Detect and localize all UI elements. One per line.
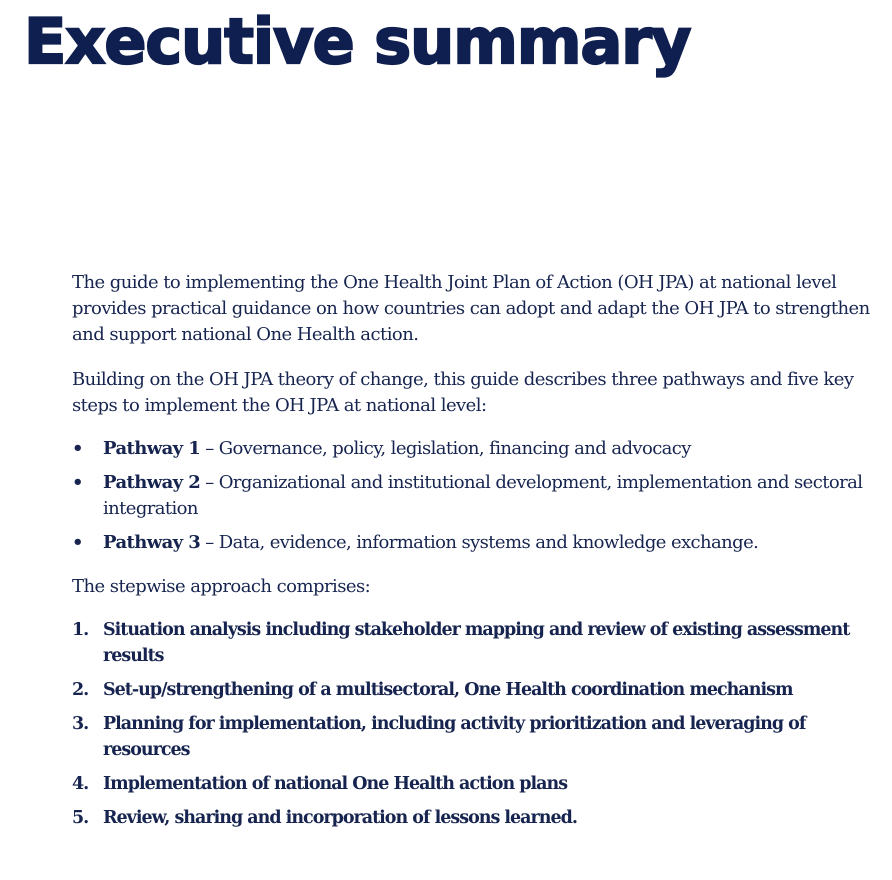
bullet-icon: • [72, 472, 83, 493]
list-item [72, 805, 872, 831]
steps-intro-paragraph: The stepwise approach comprises: [72, 576, 371, 597]
pathway-label: Pathway 1 [103, 438, 201, 459]
summary-body [72, 270, 872, 839]
pathway-label: Pathway 2 [103, 472, 201, 493]
list-item [72, 470, 872, 522]
step-text: Set-up/strengthening of a multisectoral, One Health coordination mechanism [103, 680, 793, 700]
pathway-text: – Organizational and institutional development, implementation and sectoral integration [103, 472, 863, 519]
step-text: Implementation of national One Health action plans [103, 774, 568, 794]
step-number: 2. [72, 680, 89, 700]
step-text: Planning for implementation, including activity prioritization and leveraging of resources [103, 714, 806, 760]
list-item [72, 771, 872, 797]
intro-paragraph: The guide to implementing the One Health Joint Plan of Action (OH JPA) at national level provides practical guidance on how countries can adopt and adapt the OH JPA to strengthen and support national One Health action. [72, 272, 870, 345]
list-item [72, 617, 872, 669]
step-text: Situation analysis including stakeholder mapping and review of existing assessment results [103, 620, 850, 666]
list-item [72, 711, 872, 763]
step-number: 4. [72, 774, 89, 794]
step-number: 5. [72, 808, 89, 828]
pathway-text: – Data, evidence, information systems and knowledge exchange. [200, 532, 759, 553]
list-item [72, 677, 872, 703]
page-title: Executive summary [24, 5, 691, 78]
step-number: 3. [72, 714, 89, 734]
pathways-intro-paragraph: Building on the OH JPA theory of change, this guide describes three pathways and five key steps to implement the OH JPA at national level: [72, 369, 854, 416]
bullet-icon: • [72, 438, 83, 459]
pathway-label: Pathway 3 [103, 532, 201, 553]
pathways-list [72, 436, 872, 556]
step-text: Review, sharing and incorporation of lessons learned. [103, 808, 577, 828]
step-number: 1. [72, 620, 89, 640]
steps-list [72, 617, 872, 831]
list-item [72, 530, 872, 556]
list-item [72, 436, 872, 462]
pathway-text: – Governance, policy, legislation, financing and advocacy [200, 438, 691, 459]
bullet-icon: • [72, 532, 83, 553]
